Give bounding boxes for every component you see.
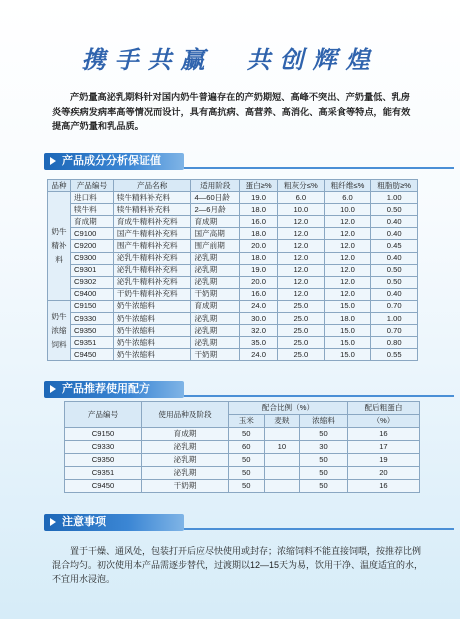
col-header: 粗脂肪≥% — [371, 180, 418, 192]
col-header: 蛋白≥% — [240, 180, 278, 192]
table-cell: C9302 — [71, 276, 114, 288]
table-row — [65, 480, 420, 493]
table-cell: C9100 — [71, 228, 114, 240]
col-header: 产品名称 — [113, 180, 191, 192]
table-cell: C9300 — [71, 252, 114, 264]
table-cell: 育成期 — [71, 216, 114, 228]
table-cell: 国产高期 — [191, 228, 240, 240]
table-cell: 育成期 — [191, 216, 240, 228]
table-cell — [264, 454, 300, 467]
group-cell: 奶牛浓缩饲料 — [48, 300, 71, 360]
table-cell: 19 — [347, 454, 419, 467]
table-cell: 进口料 — [71, 192, 114, 204]
table-cell: 育成期 — [191, 300, 240, 312]
table-cell: 20 — [347, 467, 419, 480]
table-cell: 0.40 — [371, 252, 418, 264]
table-cell: 12.0 — [278, 264, 325, 276]
table-cell: 奶牛浓缩料 — [113, 300, 191, 312]
table-cell: 16 — [347, 480, 419, 493]
table-cell: 20.0 — [240, 240, 278, 252]
table-cell: 15.0 — [324, 337, 371, 349]
section-header-formula — [44, 381, 444, 398]
arrow-icon — [50, 518, 56, 526]
table-cell: 0.40 — [371, 228, 418, 240]
table-cell: 0.50 — [371, 204, 418, 216]
table-cell: 50 — [229, 467, 265, 480]
table-cell: 国产牛精料补充料 — [113, 228, 191, 240]
table-cell: 干奶牛精料补充料 — [113, 288, 191, 300]
table-cell: 12.0 — [278, 240, 325, 252]
table-cell: 0.70 — [371, 325, 418, 337]
table-cell: C9150 — [65, 428, 142, 441]
table-cell: 2—6月龄 — [191, 204, 240, 216]
table-cell: 0.45 — [371, 240, 418, 252]
table-cell: 12.0 — [324, 252, 371, 264]
table-row — [48, 204, 418, 216]
table-cell: 4—60日龄 — [191, 192, 240, 204]
table-cell: 0.70 — [371, 300, 418, 312]
table-cell: 12.0 — [324, 264, 371, 276]
table-cell: 0.55 — [371, 349, 418, 361]
table-cell: 干奶期 — [142, 480, 229, 493]
table-cell: 6.0 — [324, 192, 371, 204]
col-header: 产品编号 — [71, 180, 114, 192]
table-row — [65, 428, 420, 441]
table-cell: 泌乳期 — [142, 467, 229, 480]
table-cell: 30.0 — [240, 313, 278, 325]
table-cell: 25.0 — [278, 325, 325, 337]
table-row — [48, 300, 418, 312]
table-cell: 0.50 — [371, 276, 418, 288]
table-cell: 60 — [229, 441, 265, 454]
table-cell: 犊牛料 — [71, 204, 114, 216]
table-cell: 18.0 — [324, 313, 371, 325]
table-cell: 25.0 — [278, 337, 325, 349]
table-row — [48, 276, 418, 288]
table-cell: 17 — [347, 441, 419, 454]
section-title: 产品推荐使用配方 — [62, 383, 150, 395]
table-cell — [264, 428, 300, 441]
table-cell: 12.0 — [278, 216, 325, 228]
col-header: 粗纤维≤% — [324, 180, 371, 192]
table-cell — [264, 480, 300, 493]
table-cell: 泌乳期 — [191, 276, 240, 288]
table-row — [65, 441, 420, 454]
group-cell: 奶牛精补料 — [48, 192, 71, 301]
col-header: 麦麸 — [264, 415, 300, 428]
table-cell: 泌乳牛精料补充料 — [113, 276, 191, 288]
table-cell: 育成牛精料补充料 — [113, 216, 191, 228]
table-cell: 25.0 — [278, 300, 325, 312]
table-row — [48, 325, 418, 337]
table-cell: 12.0 — [278, 228, 325, 240]
table-cell: 奶牛浓缩料 — [113, 349, 191, 361]
table-cell: 10.0 — [278, 204, 325, 216]
table-header-row — [65, 402, 420, 415]
table-cell: 0.80 — [371, 337, 418, 349]
arrow-icon — [50, 157, 56, 165]
table-row — [48, 313, 418, 325]
table-cell: C9400 — [71, 288, 114, 300]
table-row — [48, 216, 418, 228]
table-cell: 25.0 — [278, 349, 325, 361]
table-row — [48, 349, 418, 361]
col-header: 玉米 — [229, 415, 265, 428]
table-cell: 12.0 — [278, 276, 325, 288]
table-row — [48, 288, 418, 300]
section-header-notes — [44, 514, 444, 531]
table-cell: 12.0 — [324, 240, 371, 252]
table-cell: C9351 — [65, 467, 142, 480]
col-header: 品种 — [48, 180, 71, 192]
table-cell: 0.50 — [371, 264, 418, 276]
table-cell: 12.0 — [278, 252, 325, 264]
table-cell: 12.0 — [324, 216, 371, 228]
table-cell: 16 — [347, 428, 419, 441]
table-cell: 奶牛浓缩料 — [113, 337, 191, 349]
table-cell: 16.0 — [240, 216, 278, 228]
table-cell: 15.0 — [324, 349, 371, 361]
table-cell: 0.40 — [371, 216, 418, 228]
col-header: （%） — [347, 415, 419, 428]
table-cell: C9200 — [71, 240, 114, 252]
table-cell: 19.0 — [240, 264, 278, 276]
table-row — [48, 264, 418, 276]
table-cell: 育成期 — [142, 428, 229, 441]
table-cell: 泌乳期 — [191, 252, 240, 264]
table-cell: 奶牛浓缩料 — [113, 325, 191, 337]
table-cell: 50 — [300, 428, 348, 441]
table-cell: C9350 — [71, 325, 114, 337]
col-header: 产品编号 — [65, 402, 142, 428]
table-cell: 0.40 — [371, 288, 418, 300]
table-cell: 35.0 — [240, 337, 278, 349]
table-cell: 15.0 — [324, 325, 371, 337]
col-header: 适用阶段 — [191, 180, 240, 192]
col-header: 配合比例（%） — [229, 402, 348, 415]
table-cell: 50 — [300, 467, 348, 480]
composition-table — [47, 179, 418, 361]
table-cell: 6.0 — [278, 192, 325, 204]
table-cell: C9330 — [65, 441, 142, 454]
table-cell: C9150 — [71, 300, 114, 312]
col-header: 浓缩料 — [300, 415, 348, 428]
table-cell: 24.0 — [240, 349, 278, 361]
table-cell: 围产前期 — [191, 240, 240, 252]
arrow-icon — [50, 385, 56, 393]
table-cell: 奶牛浓缩料 — [113, 313, 191, 325]
table-cell: C9450 — [71, 349, 114, 361]
section-title: 注意事项 — [62, 516, 106, 528]
table-cell: 18.0 — [240, 204, 278, 216]
table-cell: 泌乳期 — [142, 454, 229, 467]
table-cell: 泌乳期 — [191, 313, 240, 325]
table-cell: C9450 — [65, 480, 142, 493]
section-title: 产品成分分析保证值 — [62, 155, 161, 167]
col-header: 配后粗蛋白 — [347, 402, 419, 415]
table-cell: 24.0 — [240, 300, 278, 312]
table-cell: 50 — [229, 454, 265, 467]
table-cell: 20.0 — [240, 276, 278, 288]
table-cell: 干奶期 — [191, 288, 240, 300]
slogan: 携手共赢 共创辉煌 — [81, 45, 379, 74]
table-cell: C9351 — [71, 337, 114, 349]
formula-table — [64, 401, 420, 493]
table-cell: 泌乳期 — [142, 441, 229, 454]
intro-paragraph: 产奶量高泌乳期料针对国内奶牛普遍存在的产奶期短、高峰不突出、产奶量低、乳房炎等疾病发病率高等情况而设计，具有高抗病、高营养、高消化、高采食等特点，能有效提高产奶量和乳品质。 — [52, 92, 411, 131]
col-header: 使用品种及阶段 — [142, 402, 229, 428]
table-cell: C9301 — [71, 264, 114, 276]
table-cell: 泌乳期 — [191, 337, 240, 349]
table-row — [65, 467, 420, 480]
table-header-row — [48, 180, 418, 192]
table-cell: 50 — [300, 454, 348, 467]
table-cell: 19.0 — [240, 192, 278, 204]
table-cell: 围产牛精料补充料 — [113, 240, 191, 252]
table-row — [48, 240, 418, 252]
table-cell: 50 — [229, 480, 265, 493]
table-cell: 犊牛精料补充料 — [113, 192, 191, 204]
table-row — [48, 337, 418, 349]
table-cell: 15.0 — [324, 300, 371, 312]
table-cell: 12.0 — [324, 288, 371, 300]
table-row — [65, 454, 420, 467]
col-header: 粗灰分≤% — [278, 180, 325, 192]
table-cell: 12.0 — [324, 276, 371, 288]
table-cell: 18.0 — [240, 252, 278, 264]
table-row — [48, 252, 418, 264]
notes-paragraph: 置于干燥、通风处，包装打开后应尽快使用或封存；浓缩饲料不能直接饲喂，按推荐比例混合均匀。初次使用本产品需逐步替代，过渡期以12—15天为易，饮用干净、温度适宜的水，不宜用水浸泡。 — [52, 546, 424, 584]
table-cell: 50 — [300, 480, 348, 493]
table-cell: 25.0 — [278, 313, 325, 325]
table-cell: 泌乳牛精料补充料 — [113, 252, 191, 264]
table-cell: 1.00 — [371, 313, 418, 325]
table-cell: 16.0 — [240, 288, 278, 300]
table-cell: 50 — [229, 428, 265, 441]
table-cell: 泌乳期 — [191, 325, 240, 337]
table-cell: 12.0 — [278, 288, 325, 300]
table-cell — [264, 467, 300, 480]
table-cell: 10.0 — [324, 204, 371, 216]
table-cell: 10 — [264, 441, 300, 454]
table-cell: C9330 — [71, 313, 114, 325]
table-cell: 泌乳牛精料补充料 — [113, 264, 191, 276]
table-cell: 泌乳期 — [191, 264, 240, 276]
table-cell: 30 — [300, 441, 348, 454]
table-cell: 18.0 — [240, 228, 278, 240]
table-cell: 犊牛精料补充料 — [113, 204, 191, 216]
table-cell: 干奶期 — [191, 349, 240, 361]
section-header-composition — [44, 153, 444, 170]
table-row — [48, 192, 418, 204]
table-cell: 1.00 — [371, 192, 418, 204]
table-cell: 12.0 — [324, 228, 371, 240]
table-row — [48, 228, 418, 240]
table-cell: 32.0 — [240, 325, 278, 337]
table-cell: C9350 — [65, 454, 142, 467]
